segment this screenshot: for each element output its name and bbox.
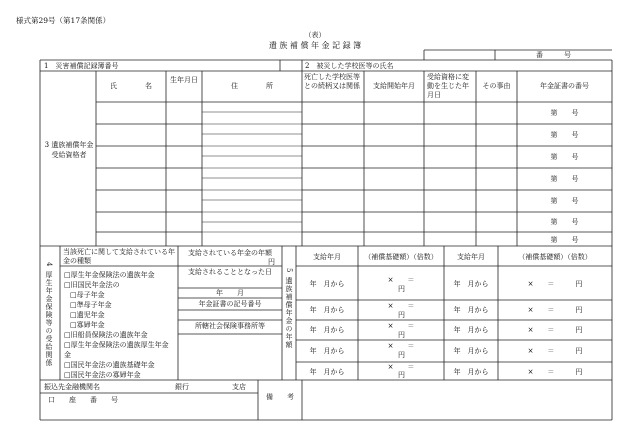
relation-header: 死亡した学校医等との続柄又は関係: [304, 73, 360, 90]
pension-option: □寡婦年金: [70, 321, 105, 329]
calc-right: × ＝ 円: [527, 326, 583, 334]
doctor-name-label: 2 被災した学校医等の氏名: [305, 62, 394, 70]
branch-unit: 支店: [232, 383, 246, 391]
pension-option: 金: [64, 351, 71, 359]
address-header: 住 所: [231, 82, 273, 90]
from-month: 年 月から: [309, 326, 345, 334]
certificate-cell: 第 号: [550, 131, 579, 139]
form-number: 様式第29号（第17条関係）: [16, 16, 111, 25]
calc-right: × ＝ 円: [527, 347, 583, 355]
remarks-label: 備 考: [266, 393, 294, 401]
yen-unit: 円: [398, 311, 405, 319]
yen-unit: 円: [398, 331, 405, 339]
front-side-label: （表）: [304, 31, 326, 39]
certificate-symbol-label: 年金証書の記号番号: [198, 300, 262, 308]
pension-option: □厚生年金保険法の遺族厚生年金: [64, 341, 169, 349]
pension-option: □旧船員保険法の遺族年金: [64, 331, 148, 339]
base-amount-header: （補償基礎額）（倍数）: [364, 253, 438, 261]
certificate-cell: 第 号: [550, 236, 579, 244]
certificate-cell: 第 号: [550, 197, 579, 205]
disaster-record-number-label: 1 災害補償記録簿番号: [44, 62, 119, 70]
birthdate-header: 生年月日: [170, 76, 198, 84]
section4-label: 4 厚生年金保険等の受給関係: [45, 262, 53, 367]
certificate-cell: 第 号: [550, 218, 579, 226]
pension-option: □厚生年金保険法の遺族年金: [64, 271, 155, 279]
start-date-label: 支給されることとなった日: [188, 268, 272, 276]
yen-unit: 円: [398, 371, 405, 379]
certificate-cell: 第 号: [550, 109, 579, 117]
calc-right: × ＝ 円: [527, 280, 583, 288]
annual-amount-label: 支給されている年金の年額: [188, 249, 272, 257]
calc-right: × ＝ 円: [527, 306, 583, 314]
from-month: 年 月から: [453, 347, 489, 355]
page-title: 遺 族 補 償 年 金 記 録 簿: [268, 41, 362, 50]
pay-month-header: 支給年月: [457, 253, 485, 261]
from-month: 年 月から: [309, 347, 345, 355]
pay-month-header: 支給年月: [313, 253, 341, 261]
from-month: 年 月から: [453, 280, 489, 288]
calc-left: × ＝: [387, 322, 415, 330]
reason-header: その事由: [482, 82, 511, 90]
number-label: 番 号: [536, 51, 571, 59]
yen-unit: 円: [398, 285, 405, 293]
from-month: 年 月から: [309, 368, 345, 376]
name-header: 氏 名: [110, 82, 152, 90]
calc-left: × ＝: [387, 276, 415, 284]
pension-option: □国民年金法の遺族基礎年金: [64, 361, 155, 369]
certificate-cell: 第 号: [550, 153, 579, 161]
office-label: 所轄社会保険事務所等: [195, 322, 265, 330]
pension-option: □遺児年金: [70, 311, 105, 319]
section3-label: 3 遺族補償年金受給資格者: [44, 141, 94, 159]
yen-unit: 円: [398, 351, 405, 359]
pension-option: □旧国民年金法の: [64, 281, 120, 289]
from-month: 年 月から: [453, 306, 489, 314]
pay-start-header: 支給開始年月: [373, 82, 415, 90]
pension-option: □国民年金法の寡婦年金: [64, 371, 141, 379]
pension-type-header: 当該死亡に関して支給されている年金の種類: [63, 248, 175, 265]
calc-left: × ＝: [387, 363, 415, 371]
change-date-header: 受給資格に変動を生じた年月日: [427, 73, 469, 99]
calc-right: × ＝ 円: [527, 368, 583, 376]
certificate-cell: 第 号: [550, 175, 579, 183]
bank-unit: 銀行: [175, 383, 189, 391]
pension-option: □準母子年金: [70, 301, 112, 309]
from-month: 年 月から: [453, 326, 489, 334]
calc-left: × ＝: [387, 302, 415, 310]
base-amount-header: （補償基礎額）（倍数）: [518, 253, 592, 261]
start-year-month: 年 月: [216, 289, 244, 297]
from-month: 年 月から: [309, 280, 345, 288]
section5-label: 5 遺族補償年金の年額: [285, 268, 293, 349]
bank-name-label: 振込先金融機関名: [44, 383, 100, 391]
from-month: 年 月から: [453, 368, 489, 376]
yen-unit: 円: [268, 258, 275, 266]
account-number-label: 口 座 番 号: [48, 396, 118, 404]
calc-left: × ＝: [387, 342, 415, 350]
pension-option: □母子年金: [70, 291, 105, 299]
certificate-number-header: 年金証書の番号: [540, 82, 589, 90]
from-month: 年 月から: [309, 306, 345, 314]
